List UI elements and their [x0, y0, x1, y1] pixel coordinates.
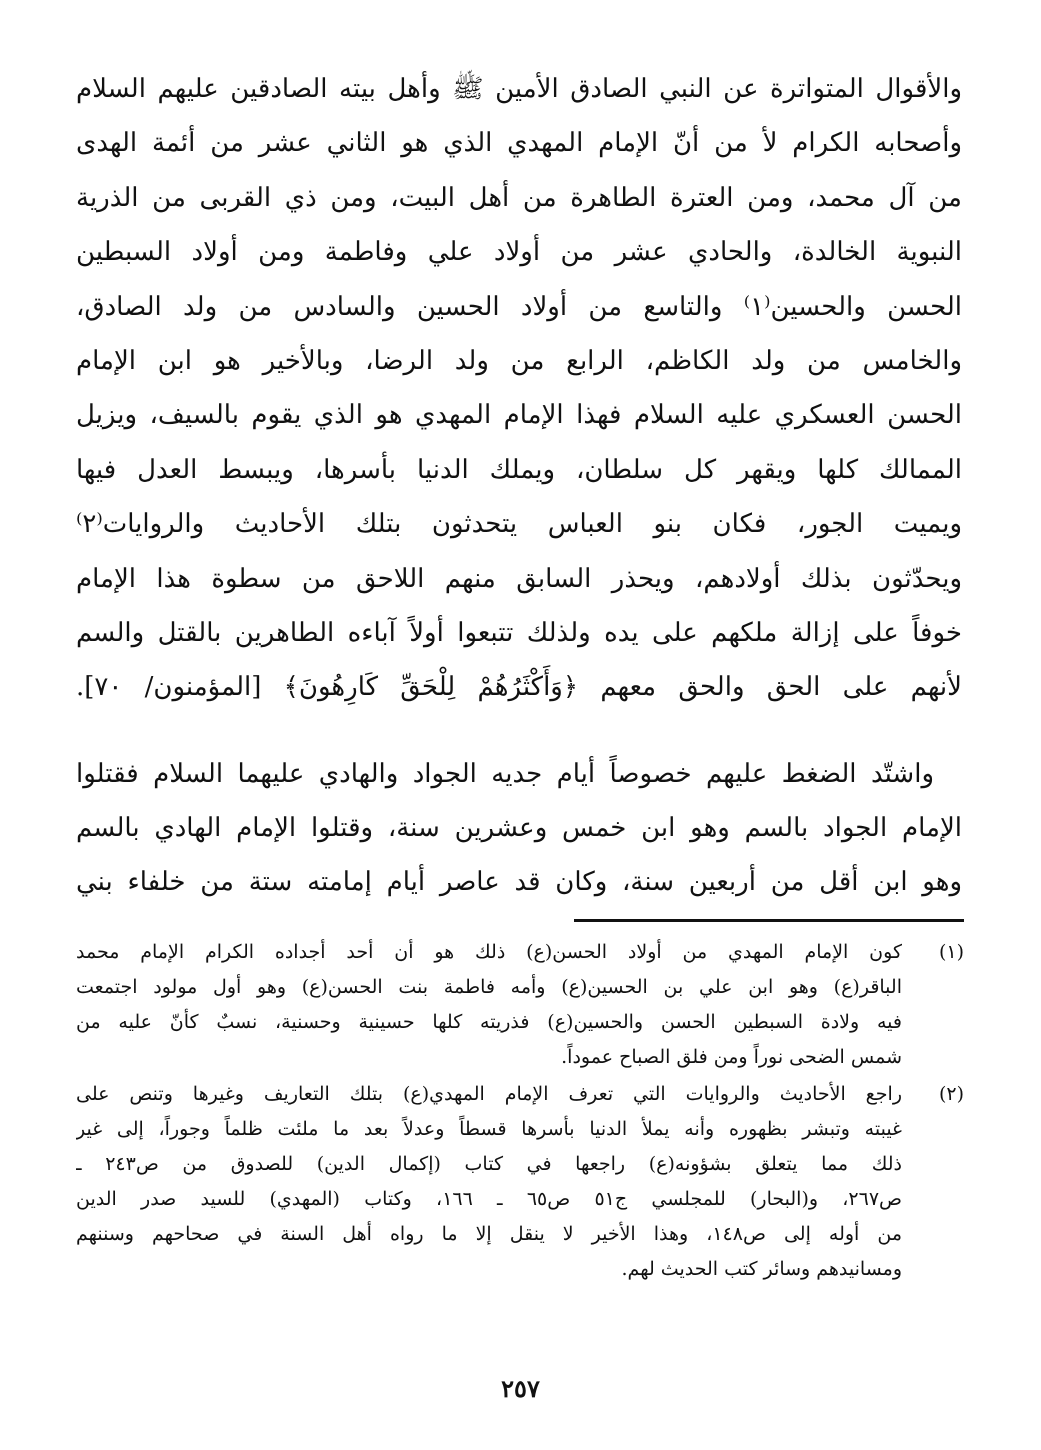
text-line: والأقوال المتواترة عن النبي الصادق الأمين ﷺ وأهل بيته الصادقين عليهم السلام	[76, 74, 962, 104]
footnote-line: راجع الأحاديث والروايات التي تعرف الإمام المهدي(ع) بتلك التعاريف وغيرها وتنص على	[76, 1083, 902, 1105]
footnote-line: شمس الضحى نوراً ومن فلق الصباح عموداً.	[561, 1046, 902, 1068]
footnote-line: غيبته وتبشر بظهوره وأنه يملأ الدنيا بأسرها قسطاً وعدلاً بعد ما ملئت ظلماً وجوراً، إلى غير	[76, 1118, 902, 1140]
text-line: الممالك كلها ويقهر كل سلطان، ويملك الدنيا بأسرها، ويبسط العدل فيها	[76, 454, 962, 485]
footnote-line: ومسانيدهم وسائر كتب الحديث لهم.	[621, 1258, 902, 1280]
footnote-line: الباقر(ع) وهو ابن علي بن الحسين(ع) وأمه فاطمة بنت الحسن(ع) وهو أول مولود اجتمعت	[76, 976, 902, 998]
paragraph-1	[76, 62, 962, 715]
text-line: الإمام الجواد بالسم وهو ابن خمس وعشرين سنة، وقتلوا الإمام الهادي بالسم	[76, 813, 962, 844]
text-line: ويحدّثون بذلك أولادهم، ويحذر السابق منهم اللاحق من سطوة هذا الإمام	[76, 563, 962, 594]
footnote-line: فيه ولادة السبطين الحسن والحسين(ع) فذريته كلها حسينية وحسنية، نسبٌ كأنّ عليه من	[76, 1011, 902, 1033]
text-line: ويميت الجور، فكان بنو العباس يتحدثون بتلك الأحاديث والروايات⁽٢⁾	[76, 509, 962, 540]
footnote-line: كون الإمام المهدي من أولاد الحسن(ع) ذلك هو أن أحد أجداده الكرام الإمام محمد	[76, 941, 902, 963]
footnotes	[76, 935, 964, 1289]
footnote-line: من أوله إلى ص١٤٨، وهذا الأخير لا ينقل إلا ما رواه أهل السنة في صحاحهم وسننهم	[76, 1223, 902, 1245]
paragraph-2	[76, 747, 962, 910]
footnote-number: (١)	[938, 941, 964, 963]
text-line: والخامس من ولد الكاظم، الرابع من ولد الرضا، وبالأخير هو ابن الإمام	[76, 345, 962, 376]
text-line: وهو ابن أقل من أربعين سنة، وكان قد عاصر أيام إمامته ستة من خلفاء بني	[76, 867, 962, 898]
main-text	[76, 62, 962, 910]
text-line: خوفاً على إزالة ملكهم على يده ولذلك تتبعوا أولاً آباءه الطاهرين بالقتل والسم	[76, 617, 962, 648]
footnote-1	[76, 935, 964, 1075]
text-line: من آل محمد، ومن العترة الطاهرة من أهل البيت، ومن ذي القربى من الذرية	[76, 182, 962, 213]
footnote-2	[76, 1077, 964, 1287]
text-line: الحسن والحسين⁽١⁾ والتاسع من أولاد الحسين والسادس من ولد الصادق،	[76, 291, 962, 322]
text-line: واشتّد الضغط عليهم خصوصاً أيام جديه الجواد والهادي عليهما السلام فقتلوا	[76, 758, 934, 789]
text-line: وأصحابه الكرام لأ من أنّ الإمام المهدي الذي هو الثاني عشر من أئمة الهدى	[76, 128, 962, 159]
footnote-line: ص٢٦٧، و(البحار) للمجلسي ج٥١ ص٦٥ ـ ١٦٦، وكتاب (المهدي) للسيد صدر الدين	[76, 1188, 902, 1210]
text-line: الحسن العسكري عليه السلام فهذا الإمام المهدي هو الذي يقوم بالسيف، ويزيل	[76, 400, 962, 431]
page-number: ٢٥٧	[501, 1374, 540, 1403]
text-line: لأنهم على الحق والحق معهم ﴿وَأَكْثَرُهُمْ لِلْحَقِّ كَارِهُونَ﴾ [المؤمنون/ ٧٠].	[76, 672, 962, 703]
text-line: النبوية الخالدة، والحادي عشر من أولاد علي وفاطمة ومن أولاد السبطين	[76, 237, 962, 268]
footnote-line: ذلك مما يتعلق بشؤونه(ع) راجعها في كتاب (إكمال الدين) للصدوق من ص٢٤٣ ـ	[76, 1153, 902, 1175]
footnote-number: (٢)	[938, 1083, 964, 1105]
footnote-separator	[574, 919, 964, 922]
